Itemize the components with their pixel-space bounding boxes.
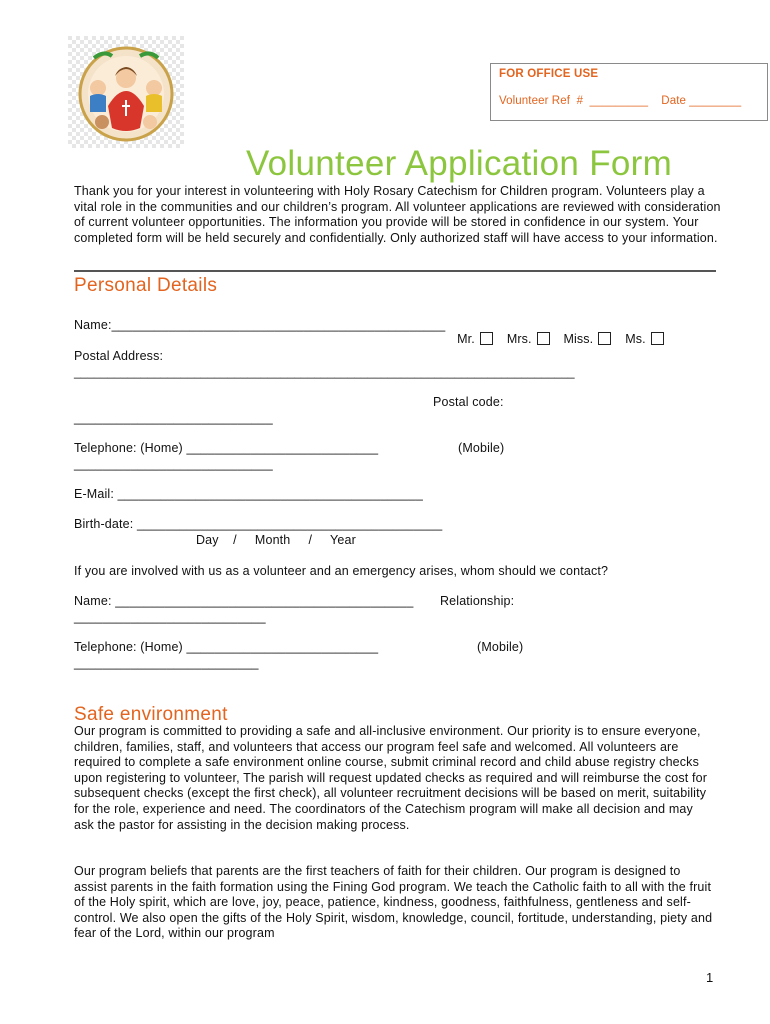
postal-code-label: Postal code: <box>433 395 504 409</box>
telephone-home-field[interactable]: Telephone: (Home) ___________________________ <box>74 441 379 455</box>
emergency-mobile-label: (Mobile) <box>477 640 524 654</box>
relationship-field[interactable]: ___________________________ <box>74 610 266 624</box>
title-label-mr: Mr. <box>457 332 475 346</box>
title-options <box>450 318 678 346</box>
volunteer-ref-date-line[interactable]: Volunteer Ref # _________ Date ________ <box>499 95 742 107</box>
title-option-ms[interactable] <box>625 332 663 346</box>
title-label-ms: Ms. <box>625 332 646 346</box>
postal-address-label: Postal Address: <box>74 349 164 363</box>
title-option-miss[interactable] <box>564 332 612 346</box>
safe-environment-heading: Safe environment <box>74 704 228 725</box>
catechism-logo <box>68 36 184 148</box>
checkbox-mr[interactable] <box>480 332 493 345</box>
title-option-mrs[interactable] <box>507 332 550 346</box>
title-label-mrs: Mrs. <box>506 332 532 346</box>
email-field[interactable]: E-Mail: ___________________________________________ <box>74 487 423 501</box>
office-use-title: FOR OFFICE USE <box>499 68 599 80</box>
checkbox-mrs[interactable] <box>537 332 550 345</box>
checkbox-miss[interactable] <box>598 332 611 345</box>
office-use-box <box>490 63 768 121</box>
page-number: 1 <box>706 970 714 985</box>
emergency-name-field[interactable]: Name: __________________________________________ <box>74 594 414 608</box>
form-title: Volunteer Application Form <box>245 144 673 183</box>
mobile-field[interactable]: ____________________________ <box>74 457 273 471</box>
checkbox-ms[interactable] <box>651 332 664 345</box>
birth-date-field[interactable]: Birth-date: ___________________________________________ <box>74 517 443 531</box>
intro-paragraph: Thank you for your interest in volunteering with Holy Rosary Catechism for Children program. Volunteers play a vital role in the communities and our children’s program. All volunteer applications are reviewed with consideration of current volunteer opportunities. The information you provide will be stored in confidence in our system. Your completed form will be held securely and confidentially. Only authorized staff will have access to your information. <box>74 184 721 245</box>
postal-code-field[interactable]: ____________________________ <box>74 411 273 425</box>
emergency-question: If you are involved with us as a volunteer and an emergency arises, whom should we contact? <box>74 564 609 578</box>
emergency-mobile-field[interactable]: __________________________ <box>74 656 259 670</box>
personal-details-heading: Personal Details <box>74 275 218 296</box>
emergency-telephone-home-field[interactable]: Telephone: (Home) ___________________________ <box>74 640 379 654</box>
relationship-label: Relationship: <box>440 594 515 608</box>
safe-environment-paragraph-1: Our program is committed to providing a safe and all-inclusive environment. Our priority is to ensure everyone, children, families, staff, and volunteers that access our program feel safe and welcomed. All volunteers are required to complete a safe environment online course, submit criminal record and child abuse registry checks upon registering to volunteer, The parish will request updated checks as required and will reimburse the cost for subsequent checks (except the first check), all volunteer recruitment decisions will be based on merit, suitability for the role, experience and need. The coordinators of the Catechism program will make all decision and may ask the pastor for assisting in the decision making process. <box>74 724 708 832</box>
section-divider <box>74 270 716 272</box>
mobile-label: (Mobile) <box>458 441 505 455</box>
birth-date-parts: Day / Month / Year <box>196 533 356 547</box>
safe-environment-paragraph-2: Our program beliefs that parents are the first teachers of faith for their children. Our program is designed to assist parents in the faith formation using the Fining God program. We teach the Catholic faith to all with the fruit of the Holy spirit, which are love, joy, peace, patience, kindness, goodness, faithfulness, gentleness and self-control. We also open the gifts of the Holy Spirit, wisdom, knowledge, council, fortitude, understanding, piety and fear of the Lord, within our program <box>74 864 713 941</box>
title-label-miss: Miss. <box>563 332 594 346</box>
name-field[interactable]: Name:_______________________________________________ <box>74 318 446 332</box>
postal-address-field[interactable]: ___________________________________________________________________________ <box>74 365 575 379</box>
title-option-mr[interactable] <box>457 332 493 346</box>
